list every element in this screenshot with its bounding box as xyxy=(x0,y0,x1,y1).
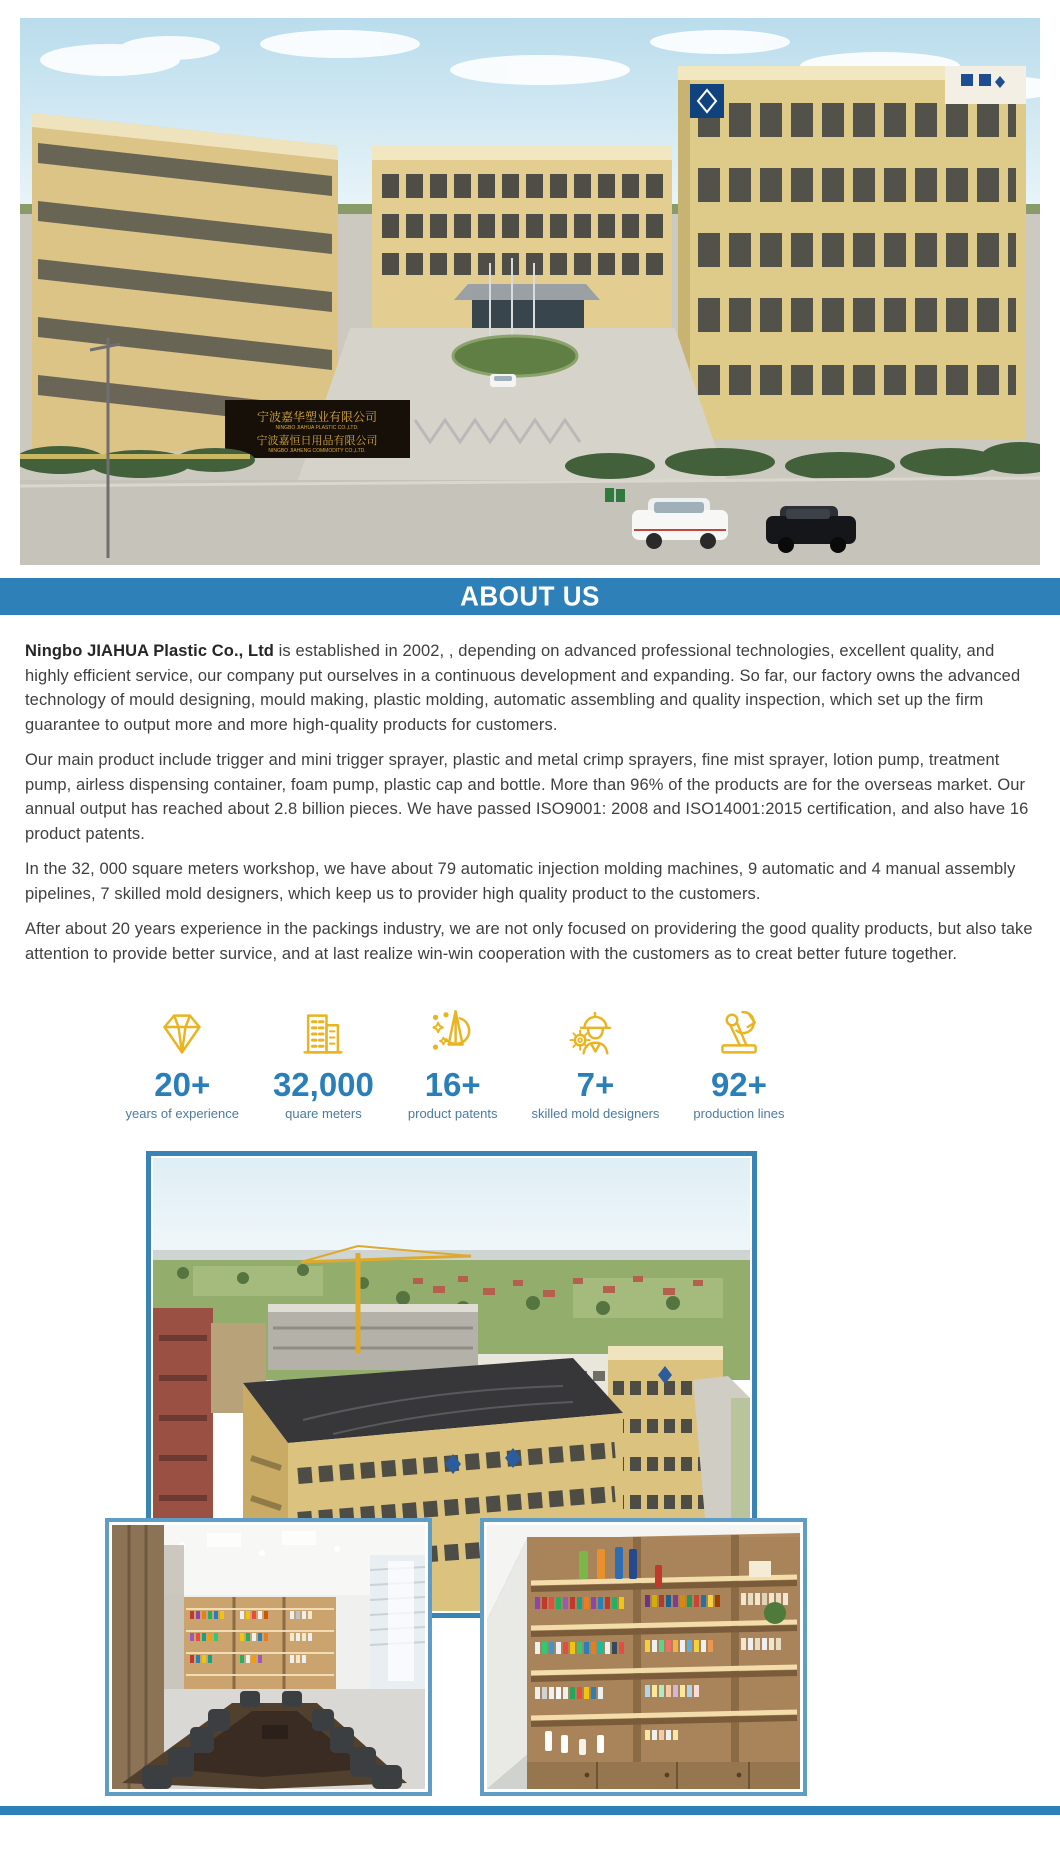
stat-square-meters xyxy=(273,1004,374,1121)
svg-text:宁波嘉华塑业有限公司: 宁波嘉华塑业有限公司 xyxy=(256,410,378,424)
about-band xyxy=(0,578,1060,615)
meeting-room-illustration xyxy=(112,1525,425,1789)
robot-arm-icon xyxy=(711,1006,767,1062)
gallery-meeting-room-photo xyxy=(105,1518,432,1796)
stat-skilled-mold-designers xyxy=(532,1004,660,1121)
stat-label: quare meters xyxy=(285,1106,362,1122)
stat-production-lines xyxy=(693,1004,784,1121)
company-name-lead: Ningbo JIAHUA Plastic Co., Ltd xyxy=(25,642,274,660)
svg-text:NINGBO JIAHUA PLASTIC CO.,LTD.: NINGBO JIAHUA PLASTIC CO.,LTD. xyxy=(275,425,359,431)
stat-label: product patents xyxy=(407,1106,498,1122)
stat-product-patents xyxy=(408,1004,498,1121)
shelf-sign xyxy=(749,1561,771,1577)
about-paragraph-1: Ningbo JIAHUA Plastic Co., Ltd is established in 2002, , depending on advanced professional technologies, excellent quality, and highly efficient service, our company put ourselves in a continuous development and expanding. So far, our factory owns the advanced technology of mould designing, mould making, plastic molding, automatic assembling and quality inspection, which set up the firm guarantee to output more and more high-quality products for customers. xyxy=(25,642,1021,734)
stat-years-of-experience xyxy=(126,1004,239,1121)
rooftop-logo-sign xyxy=(945,66,1026,104)
about-text-section xyxy=(0,615,1060,966)
right-factory-building xyxy=(678,66,1026,440)
engineer-icon xyxy=(567,1006,623,1062)
patent-icon xyxy=(425,1006,481,1062)
photo-gallery xyxy=(0,1151,1060,1806)
stats-row xyxy=(0,1004,1060,1121)
showroom-illustration xyxy=(487,1525,800,1789)
hero-photo xyxy=(20,18,1040,565)
company-logo-sign xyxy=(690,84,724,118)
svg-text:NINGBO JIAHENG COMMODITY CO.,L: NINGBO JIAHENG COMMODITY CO.,LTD. xyxy=(268,448,366,454)
stat-value: 7+ xyxy=(576,1066,615,1103)
footer-bar xyxy=(0,1806,1060,1815)
about-heading: ABOUT US xyxy=(460,580,600,612)
hero-photo-illustration xyxy=(20,18,1040,565)
stat-value: 16+ xyxy=(424,1066,481,1103)
stat-label: production lines xyxy=(693,1106,785,1122)
buildings-icon xyxy=(295,1006,351,1062)
about-paragraph-3: In the 32, 000 square meters workshop, we have about 79 automatic injection molding machines, 9 automatic and 4 manual assembly pipelines, 7 skilled mold designers, which keep us to provider high quality product to the customers. xyxy=(25,860,1016,903)
courtyard-car xyxy=(490,374,516,387)
about-paragraph-2: Our main product include trigger and mini trigger sprayer, plastic and metal crimp sprayers, fine mist sprayer, lotion pump, treatment pump, airless dispensing container, foam pump, plastic cap and bottle. More than 96% of the products are for the overseas market. Our annual output has reached about 2.8 billion pieces. We have passed ISO9001: 2008 and ISO14001:2015 certification, and also have 16 product patents. xyxy=(25,751,1029,843)
plant xyxy=(764,1602,786,1624)
svg-text:宁波嘉恒日用品有限公司: 宁波嘉恒日用品有限公司 xyxy=(256,435,378,447)
center-factory-building xyxy=(372,146,672,328)
stat-value: 32,000 xyxy=(272,1066,374,1103)
stat-label: years of experience xyxy=(125,1106,239,1122)
stat-label: skilled mold designers xyxy=(531,1106,660,1122)
diamond-icon xyxy=(154,1006,210,1062)
stat-value: 20+ xyxy=(154,1066,211,1103)
about-paragraph-4: After about 20 years experience in the packings industry, we are not only focused on providering the good quality products, but also take attention to provide better survice, and at last realize win-win cooperation with the customers as to creat better future together. xyxy=(25,920,1033,963)
stat-value: 92+ xyxy=(710,1066,767,1103)
gallery-showroom-photo xyxy=(480,1518,807,1796)
